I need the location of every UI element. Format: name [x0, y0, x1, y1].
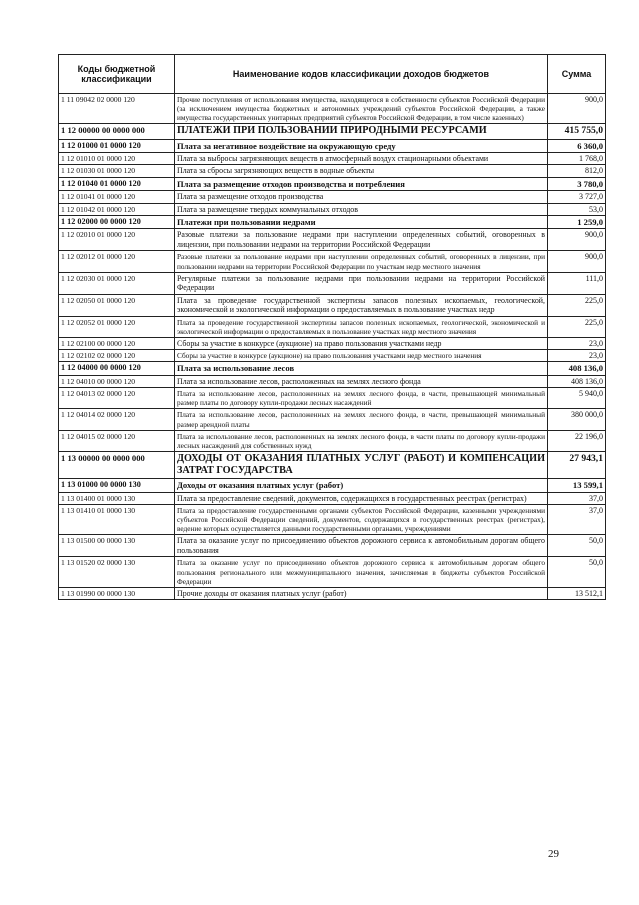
sum-cell: 37,0	[548, 505, 606, 535]
table-row	[59, 229, 606, 251]
header-sum: Сумма	[548, 55, 606, 94]
table-row	[59, 587, 606, 599]
table-row	[59, 557, 606, 587]
sum-cell: 23,0	[548, 337, 606, 349]
sum-cell: 225,0	[548, 316, 606, 337]
code-cell: 1 12 04013 02 0000 120	[59, 388, 175, 409]
name-cell: Плата за негативное воздействие на окружающую среду	[175, 139, 548, 152]
sum-cell: 812,0	[548, 165, 606, 177]
table-row	[59, 337, 606, 349]
sum-cell: 900,0	[548, 229, 606, 251]
sum-cell: 408 136,0	[548, 362, 606, 375]
sum-cell: 13 512,1	[548, 587, 606, 599]
code-cell: 1 13 01410 01 0000 130	[59, 505, 175, 535]
name-cell: Плата за оказание услуг по присоединению объектов дорожного сервиса к автомобильным дорогам общего пользования	[175, 535, 548, 557]
budget-revenue-table	[58, 54, 606, 600]
table-row	[59, 294, 606, 316]
name-cell: Плата за выбросы загрязняющих веществ в атмосферный воздух стационарными объектами	[175, 152, 548, 164]
sum-cell: 13 599,1	[548, 479, 606, 492]
table-row	[59, 216, 606, 229]
code-cell: 1 12 04010 00 0000 120	[59, 375, 175, 387]
sum-cell: 53,0	[548, 203, 606, 215]
sum-cell: 3 780,0	[548, 177, 606, 190]
code-cell: 1 12 02010 01 0000 120	[59, 229, 175, 251]
name-cell: Плата за размещение твердых коммунальных отходов	[175, 203, 548, 215]
code-cell: 1 12 04014 02 0000 120	[59, 409, 175, 430]
name-cell: Плата за использование лесов	[175, 362, 548, 375]
sum-cell: 22 196,0	[548, 430, 606, 451]
table-row	[59, 492, 606, 504]
sum-cell: 1 259,0	[548, 216, 606, 229]
code-cell: 1 12 02012 01 0000 120	[59, 251, 175, 272]
name-cell: Разовые платежи за пользование недрами при наступлении определенных событий, оговоренных в лицензии, при пользовании недрами на территории Российской Федерации по участкам недр местного значения	[175, 251, 548, 272]
sum-cell: 408 136,0	[548, 375, 606, 387]
table-header	[59, 55, 606, 94]
name-cell: Плата за предоставление сведений, документов, содержащихся в государственных реестрах (регистрах)	[175, 492, 548, 504]
sum-cell: 50,0	[548, 557, 606, 587]
table-row	[59, 251, 606, 272]
sum-cell: 6 360,0	[548, 139, 606, 152]
code-cell: 1 13 01500 00 0000 130	[59, 535, 175, 557]
name-cell: Плата за использование лесов, расположенных на землях лесного фонда	[175, 375, 548, 387]
code-cell: 1 12 00000 00 0000 000	[59, 124, 175, 139]
name-cell: Плата за использование лесов, расположенных на землях лесного фонда, в части, превышающей минимальный размер арендной платы	[175, 409, 548, 430]
table-row	[59, 203, 606, 215]
name-cell: Плата за размещение отходов производства	[175, 191, 548, 203]
sum-cell: 37,0	[548, 492, 606, 504]
sum-cell: 380 000,0	[548, 409, 606, 430]
table-row	[59, 430, 606, 451]
code-cell: 1 12 01042 01 0000 120	[59, 203, 175, 215]
page-number: 29	[548, 848, 559, 860]
sum-cell: 5 940,0	[548, 388, 606, 409]
table-body	[59, 94, 606, 600]
table-row	[59, 124, 606, 139]
name-cell: Плата за использование лесов, расположенных на землях лесного фонда, в части платы по договору купли-продажи лесных насаждений для собственных нужд	[175, 430, 548, 451]
code-cell: 1 12 01041 01 0000 120	[59, 191, 175, 203]
table-row	[59, 362, 606, 375]
name-cell: ДОХОДЫ ОТ ОКАЗАНИЯ ПЛАТНЫХ УСЛУГ (РАБОТ) И КОМПЕНСАЦИИ ЗАТРАТ ГОСУДАРСТВА	[175, 451, 548, 478]
header-name: Наименование кодов классификации доходов бюджетов	[175, 55, 548, 94]
code-cell: 1 12 02030 01 0000 120	[59, 272, 175, 294]
sum-cell: 50,0	[548, 535, 606, 557]
name-cell: Плата за сбросы загрязняющих веществ в водные объекты	[175, 165, 548, 177]
table-row	[59, 350, 606, 362]
code-cell: 1 12 01040 01 0000 120	[59, 177, 175, 190]
code-cell: 1 12 02052 01 0000 120	[59, 316, 175, 337]
name-cell: Плата за оказание услуг по присоединению объектов дорожного сервиса к автомобильным дорогам общего пользования регионального или межмуниципального значения, зачисляемая в бюджеты субъектов Российской Федерации	[175, 557, 548, 587]
table-row	[59, 505, 606, 535]
sum-cell: 900,0	[548, 251, 606, 272]
name-cell: Плата за проведение государственной экспертизы запасов полезных ископаемых, геологической, экономической и экологической информации о предоставляемых в пользование участках недр местного значения	[175, 316, 548, 337]
table-row	[59, 191, 606, 203]
table-row	[59, 479, 606, 492]
table-row	[59, 451, 606, 478]
code-cell: 1 12 02100 00 0000 120	[59, 337, 175, 349]
name-cell: Плата за размещение отходов производства и потребления	[175, 177, 548, 190]
name-cell: Сборы за участие в конкурсе (аукционе) на право пользования участками недр местного значения	[175, 350, 548, 362]
table-row	[59, 409, 606, 430]
table-row	[59, 272, 606, 294]
code-cell: 1 12 01030 01 0000 120	[59, 165, 175, 177]
sum-cell: 111,0	[548, 272, 606, 294]
name-cell: ПЛАТЕЖИ ПРИ ПОЛЬЗОВАНИИ ПРИРОДНЫМИ РЕСУРСАМИ	[175, 124, 548, 139]
code-cell: 1 12 01010 01 0000 120	[59, 152, 175, 164]
table-row	[59, 535, 606, 557]
code-cell: 1 12 02050 01 0000 120	[59, 294, 175, 316]
table-row	[59, 139, 606, 152]
table-row	[59, 94, 606, 124]
table-row	[59, 375, 606, 387]
sum-cell: 1 768,0	[548, 152, 606, 164]
table-row	[59, 177, 606, 190]
code-cell: 1 13 01000 00 0000 130	[59, 479, 175, 492]
name-cell: Прочие доходы от оказания платных услуг (работ)	[175, 587, 548, 599]
table-row	[59, 152, 606, 164]
sum-cell: 900,0	[548, 94, 606, 124]
table-row	[59, 316, 606, 337]
sum-cell: 23,0	[548, 350, 606, 362]
sum-cell: 225,0	[548, 294, 606, 316]
name-cell: Сборы за участие в конкурсе (аукционе) на право пользования участками недр	[175, 337, 548, 349]
code-cell: 1 12 02000 00 0000 120	[59, 216, 175, 229]
sum-cell: 27 943,1	[548, 451, 606, 478]
sum-cell: 415 755,0	[548, 124, 606, 139]
name-cell: Плата за использование лесов, расположенных на землях лесного фонда, в части, превышающей минимальный размер платы по договору купли-продажи лесных насаждений	[175, 388, 548, 409]
code-cell: 1 12 04000 00 0000 120	[59, 362, 175, 375]
code-cell: 1 12 01000 01 0000 120	[59, 139, 175, 152]
name-cell: Прочие поступления от использования имущества, находящегося в собственности субъектов Российской Федерации (за исключением имущества бюджетных и автономных учреждений субъектов Российской Федерации, а также имущества государственных унитарных предприятий субъектов Российской Федерации, в том числе казенных)	[175, 94, 548, 124]
code-cell: 1 12 04015 02 0000 120	[59, 430, 175, 451]
sum-cell: 3 727,0	[548, 191, 606, 203]
code-cell: 1 12 02102 02 0000 120	[59, 350, 175, 362]
name-cell: Доходы от оказания платных услуг (работ)	[175, 479, 548, 492]
name-cell: Разовые платежи за пользование недрами при наступлении определенных событий, оговоренных в лицензии, при пользовании недрами на территории Российской Федерации	[175, 229, 548, 251]
table-row	[59, 165, 606, 177]
code-cell: 1 13 00000 00 0000 000	[59, 451, 175, 478]
code-cell: 1 11 09042 02 0000 120	[59, 94, 175, 124]
name-cell: Плата за проведение государственной экспертизы запасов полезных ископаемых, геологической, экономической и экологической информации о предоставляемых в пользование участках недр	[175, 294, 548, 316]
name-cell: Регулярные платежи за пользование недрами при пользовании недрами на территории Российской Федерации	[175, 272, 548, 294]
table-row	[59, 388, 606, 409]
name-cell: Плата за предоставление государственными органами субъектов Российской Федерации, казенными учреждениями субъектов Российской Федерации сведений, документов, содержащихся в государственных реестрах (регистрах), ведение которых осуществляется данными государственными органами, учреждениями	[175, 505, 548, 535]
code-cell: 1 13 01400 01 0000 130	[59, 492, 175, 504]
name-cell: Платежи при пользовании недрами	[175, 216, 548, 229]
code-cell: 1 13 01990 00 0000 130	[59, 587, 175, 599]
code-cell: 1 13 01520 02 0000 130	[59, 557, 175, 587]
header-code: Коды бюджетной классификации	[59, 55, 175, 94]
